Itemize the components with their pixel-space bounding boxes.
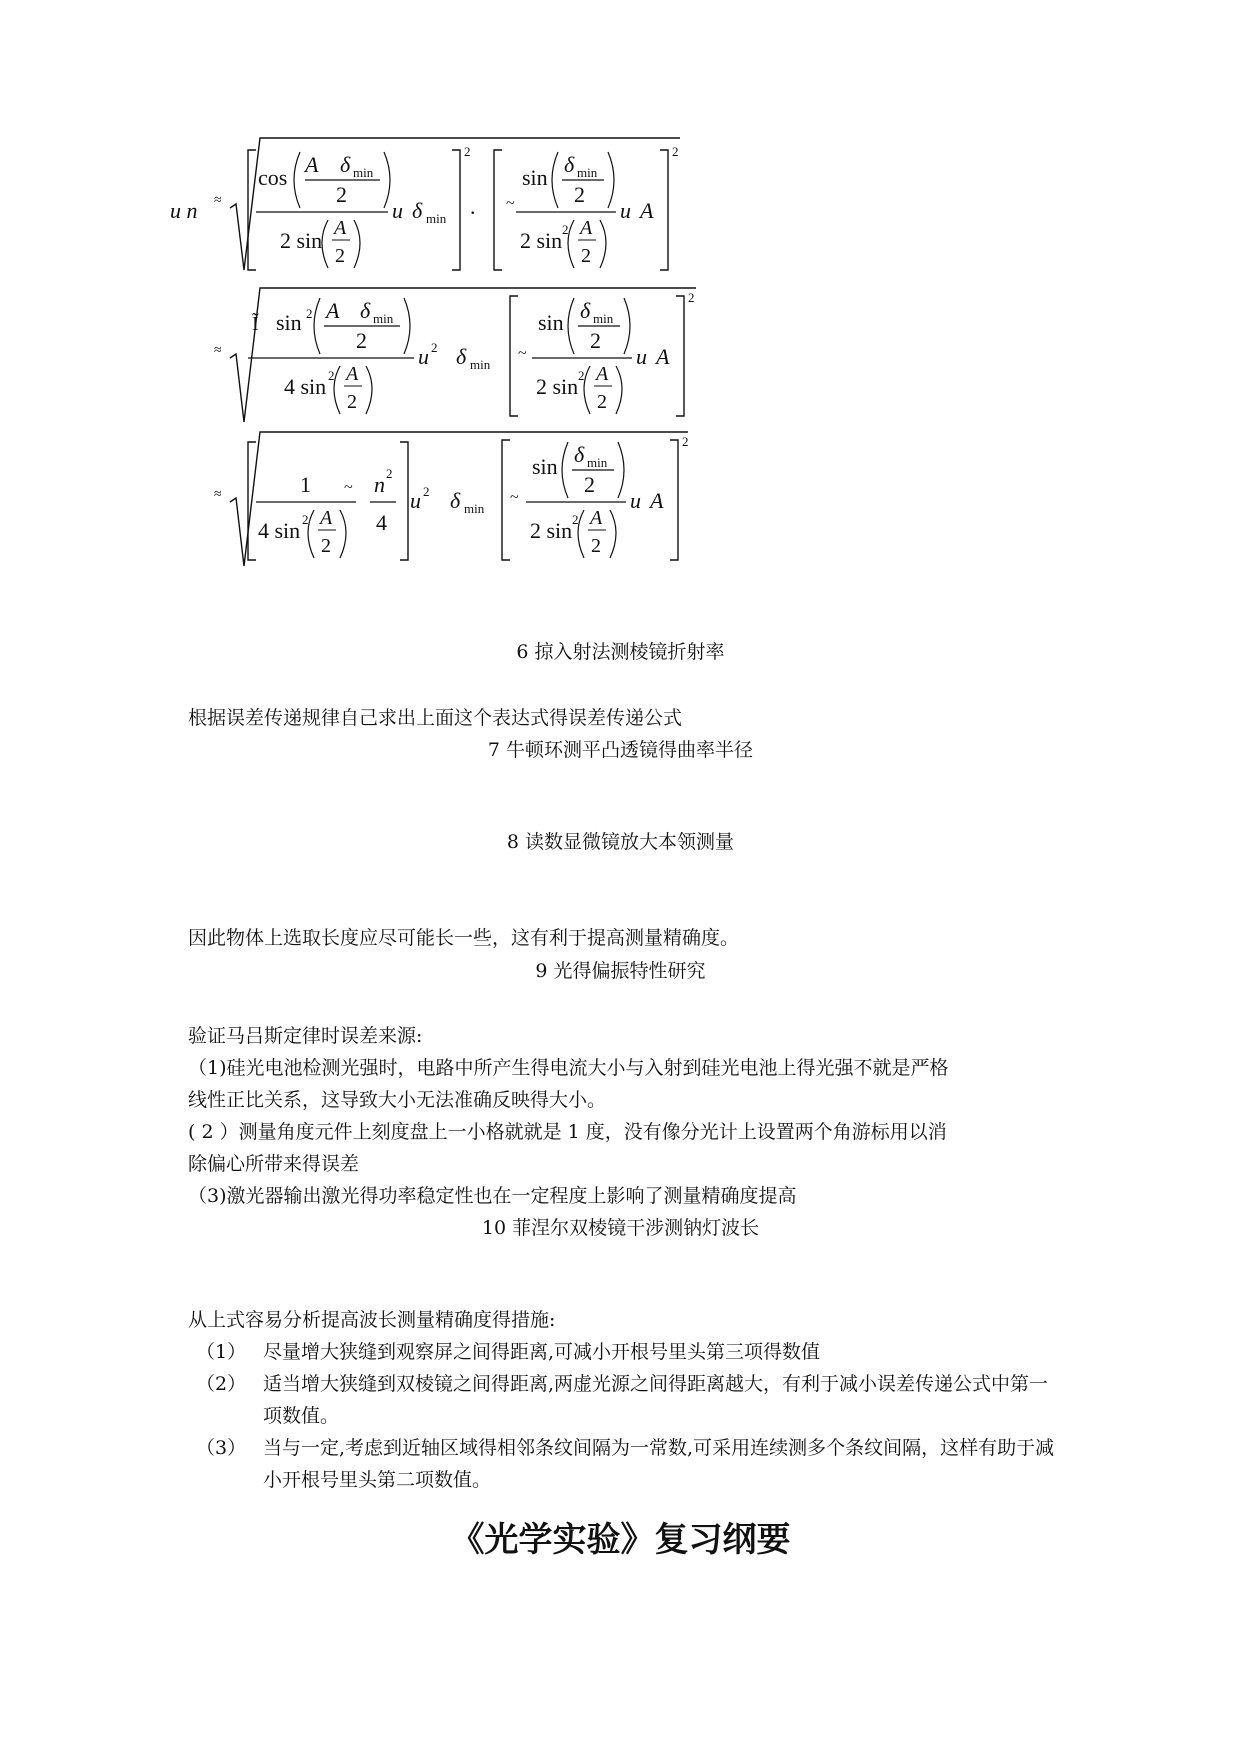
section-7-heading: 7 牛顿环测平凸透镜得曲率半径 — [487, 739, 754, 761]
formula-lhs: u n — [170, 198, 198, 223]
svg-text:min: min — [593, 311, 614, 326]
svg-text:2: 2 — [562, 222, 569, 237]
svg-text:2: 2 — [682, 434, 689, 449]
svg-text:2 sin: 2 sin — [280, 228, 323, 253]
svg-text:2 sin: 2 sin — [536, 374, 579, 399]
svg-text:2: 2 — [578, 368, 585, 383]
paragraph-measurement-length: 因此物体上选取长度应尽可能长一些，这有利于提高测量精确度。 — [188, 927, 740, 949]
svg-text:2: 2 — [335, 245, 345, 267]
svg-text:min: min — [353, 165, 374, 180]
svg-text:δ: δ — [412, 198, 423, 223]
svg-text:Ĩ: Ĩ — [252, 313, 259, 335]
svg-text:1: 1 — [300, 472, 311, 497]
section-10-heading: 10 菲涅尔双棱镜干涉测钠灯波长 — [481, 1217, 760, 1239]
svg-text:4 sin: 4 sin — [284, 374, 327, 399]
svg-text:2: 2 — [306, 306, 313, 321]
svg-text:A: A — [656, 344, 670, 369]
svg-text:δ: δ — [580, 298, 591, 323]
svg-text:δ: δ — [564, 152, 575, 177]
svg-text:2: 2 — [431, 340, 438, 355]
svg-text:~: ~ — [344, 479, 353, 496]
paragraph-malus-law: 验证马吕斯定律时误差来源: — [188, 1025, 423, 1047]
svg-text:2: 2 — [302, 512, 309, 527]
error-source-1-line-2: 线性正比关系，这导致大小无法准确反映得大小。 — [188, 1089, 607, 1111]
paragraph-error-propagation: 根据误差传递规律自己求出上面这个表达式得误差传递公式 — [188, 707, 683, 729]
list-item-text: 尽量增大狭缝到观察屏之间得距离,可减小开根号里头第三项得数值 — [263, 1341, 821, 1363]
svg-text:min: min — [470, 357, 491, 372]
svg-text:u: u — [410, 488, 421, 513]
list-item-text: 当与一定,考虑到近轴区域得相邻条纹间隔为一常数,可采用连续测多个条纹间隔，这样有助于减小开根号里头第二项数值。 — [263, 1437, 1055, 1491]
svg-text:4: 4 — [376, 510, 387, 535]
svg-text:4 sin: 4 sin — [258, 518, 301, 543]
svg-text:2: 2 — [336, 182, 347, 207]
svg-text:A: A — [320, 507, 333, 529]
error-source-2-line-2: 除偏心所带来得误差 — [188, 1153, 360, 1175]
svg-text:δ: δ — [340, 152, 351, 177]
svg-text:δ: δ — [456, 344, 467, 369]
svg-text:2: 2 — [581, 245, 591, 267]
section-6-heading: 6 掠入射法测棱镜折射率 — [516, 641, 725, 663]
svg-text:A: A — [305, 152, 319, 177]
svg-text:u: u — [620, 198, 631, 223]
svg-text:A: A — [346, 363, 359, 385]
svg-text:A: A — [334, 217, 347, 239]
formula-row-1 — [170, 138, 680, 270]
svg-text:≈: ≈ — [214, 487, 222, 502]
svg-text:cos: cos — [258, 165, 288, 190]
svg-text:sin: sin — [522, 165, 548, 190]
svg-text:δ: δ — [450, 488, 461, 513]
svg-text:A: A — [590, 507, 603, 529]
svg-text:δ: δ — [574, 442, 585, 467]
svg-text:min: min — [587, 455, 608, 470]
svg-text:2: 2 — [347, 391, 357, 413]
list-item-number: （1） — [196, 1341, 247, 1363]
svg-text:min: min — [577, 165, 598, 180]
list-item-number: （2） — [196, 1373, 247, 1395]
svg-text:2: 2 — [591, 535, 601, 557]
svg-text:A: A — [326, 298, 340, 323]
svg-text:sin: sin — [532, 454, 558, 479]
svg-text:δ: δ — [360, 298, 371, 323]
error-source-1-line-1: （1)硅光电池检测光强时，电路中所产生得电流大小与入射到硅光电池上得光强不就是严格 — [188, 1057, 949, 1079]
svg-text:2: 2 — [328, 368, 335, 383]
list-item — [0, 1336, 1241, 1368]
svg-text:2: 2 — [574, 182, 585, 207]
list-item-number: （3） — [196, 1437, 247, 1459]
svg-text:~: ~ — [510, 489, 519, 506]
svg-text:2 sin: 2 sin — [520, 228, 563, 253]
svg-text:2 sin: 2 sin — [530, 518, 573, 543]
svg-text:A: A — [650, 488, 664, 513]
svg-text:sin: sin — [538, 310, 564, 335]
paragraph-wavelength-measures: 从上式容易分析提高波长测量精确度得措施: — [188, 1309, 556, 1331]
svg-text:2: 2 — [584, 472, 595, 497]
svg-text:u: u — [630, 488, 641, 513]
svg-text:min: min — [373, 311, 394, 326]
formula-row-3 — [214, 432, 689, 566]
svg-text:min: min — [464, 501, 485, 516]
list-item-text: 适当增大狭缝到双棱镜之间得距离,两虚光源之间得距离越大，有利于减小误差传递公式中第一项数值。 — [263, 1373, 1049, 1427]
svg-text:u: u — [418, 344, 429, 369]
svg-text:2: 2 — [572, 512, 579, 527]
svg-text:A: A — [596, 363, 609, 385]
list-item — [0, 1368, 1241, 1432]
svg-text:2: 2 — [590, 328, 601, 353]
list-item — [0, 1432, 1241, 1496]
section-8-heading: 8 读数显微镜放大本领测量 — [506, 831, 735, 853]
error-source-3: （3)激光器输出激光得功率稳定性也在一定程度上影响了测量精确度提高 — [188, 1185, 797, 1207]
svg-text:2: 2 — [597, 391, 607, 413]
document-title: 《光学实验》复习纲要 — [450, 1520, 791, 1560]
approx-symbol: ≈ — [214, 193, 222, 208]
error-source-2-line-1: ( 2 ）测量角度元件上刻度盘上一小格就就是 1 度，没有像分光计上设置两个角游标用以消 — [188, 1121, 947, 1143]
svg-text:2: 2 — [423, 484, 430, 499]
error-propagation-formula — [160, 130, 720, 570]
svg-text:A: A — [580, 217, 593, 239]
svg-text:2: 2 — [688, 290, 695, 305]
svg-text:sin: sin — [276, 310, 302, 335]
svg-text:2: 2 — [464, 144, 471, 159]
svg-text:n: n — [374, 472, 385, 497]
svg-text:≈: ≈ — [214, 343, 222, 358]
section-9-heading: 9 光得偏振特性研究 — [535, 960, 706, 982]
svg-text:2: 2 — [672, 144, 679, 159]
svg-text:~: ~ — [506, 195, 515, 212]
svg-text:2: 2 — [321, 535, 331, 557]
svg-text:min: min — [426, 211, 447, 226]
svg-text:2: 2 — [356, 328, 367, 353]
svg-text:u: u — [392, 198, 403, 223]
svg-text:.: . — [470, 194, 476, 219]
svg-text:A: A — [640, 198, 654, 223]
formula-row-2 — [214, 288, 696, 422]
svg-text:2: 2 — [386, 466, 393, 481]
svg-text:u: u — [636, 344, 647, 369]
svg-text:~: ~ — [518, 345, 527, 362]
